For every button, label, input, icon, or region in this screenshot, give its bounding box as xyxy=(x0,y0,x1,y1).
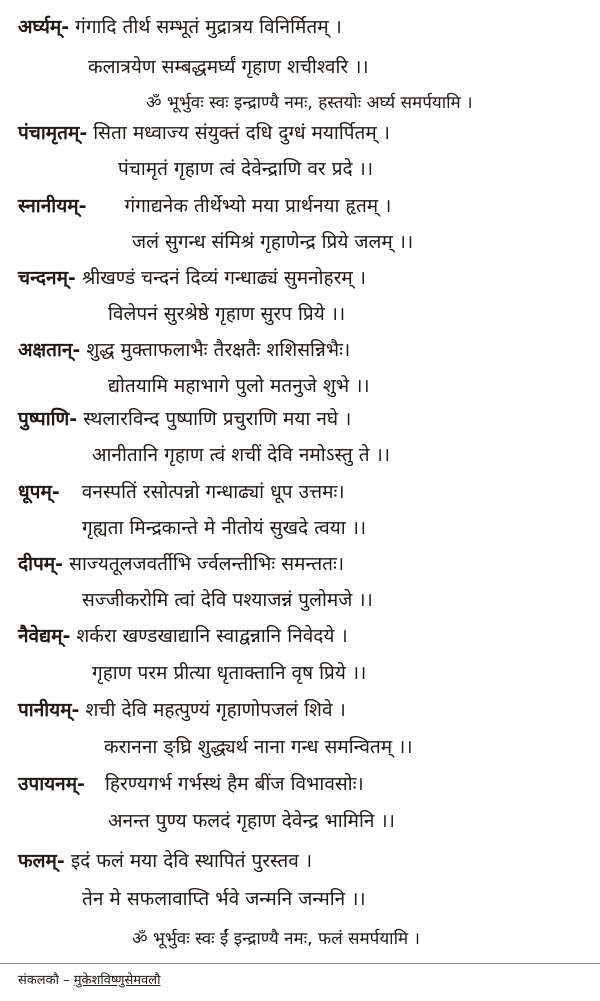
verse-line xyxy=(92,660,366,686)
verse-line xyxy=(18,265,366,291)
footer-divider xyxy=(0,963,600,964)
verse-line xyxy=(88,54,369,80)
verse-text: गृहाण परम प्रीत्या धृताक्तानि वृष प्रिये ।। xyxy=(92,662,367,684)
section-label: फलम्- xyxy=(18,850,65,872)
verse-text: स्थलारविन्द पुष्पाणि प्रचुराणि मया नघे । xyxy=(83,408,352,430)
verse-line xyxy=(132,229,413,255)
verse-line xyxy=(108,808,395,834)
verse-line xyxy=(18,697,346,723)
verse-text: सज्जीकरोमि त्वां देवि पश्याजन्नं पुलोमजे ।। xyxy=(82,589,373,611)
section-label: पुष्पाणि- xyxy=(18,408,78,430)
verse-text: कलात्रयेण सम्बद्धमर्घ्यं गृहाण शचीश्वरि ।। xyxy=(88,56,369,78)
section-label: अक्षतान्- xyxy=(18,339,81,361)
verse-text: द्योतयामि महाभागे पुलो मतनुजे शुभे ।। xyxy=(108,375,370,397)
verse-text: सिता मध्वाज्य संयुक्तं दधि दुग्धं मयार्पितम् । xyxy=(93,122,390,144)
verse-line xyxy=(18,337,350,363)
verse-line xyxy=(18,623,348,649)
verse-line xyxy=(18,771,364,797)
verse-text: अनन्त पुण्य फलदं गृहाण देवेन्द्र भामिनि ।। xyxy=(108,810,395,832)
verse-text: गंगाद्यनेक तीर्थेभ्यो मया प्रार्थनया हृतम् । xyxy=(124,195,392,217)
footer-compilers: मुकेशविष्णुसेमवलौ xyxy=(73,973,161,988)
verse-line xyxy=(18,551,344,577)
verse-text: शुद्ध मुक्ताफलाभैः तैरक्षतैः शशिसन्निभैः। xyxy=(86,339,351,361)
mantra-line xyxy=(132,926,420,952)
verse-line xyxy=(108,373,370,399)
verse-line xyxy=(104,734,413,760)
verse-line xyxy=(18,120,390,146)
verse-line xyxy=(118,156,373,182)
verse-text: जलं सुगन्ध संमिश्रं गृहाणेन्द्र प्रिये जलम् ।। xyxy=(132,231,414,253)
verse-line xyxy=(82,515,366,541)
section-label: उपायनम्- xyxy=(18,773,85,795)
section-label: नैवेद्यम्- xyxy=(18,625,71,647)
verse-text: आनीतानि गृहाण त्वं शचीं देवि नमोऽस्तु ते ।। xyxy=(92,444,391,466)
verse-text: गृह्यता मिन्द्रकान्ते मे नीतोयं सुखदे त्वया ।। xyxy=(82,517,367,539)
verse-text: साज्यतूलजवर्तीभि र्ज्वलन्तीभिः समन्ततः। xyxy=(69,553,345,575)
verse-text: करानना ङ्घ्रि शुद्ध्यर्थ नाना गन्ध समन्वितम् ।। xyxy=(104,736,413,758)
verse-line xyxy=(18,848,312,874)
verse-text: शची देवि महत्पुण्यं गृहाणोपजलं शिवे । xyxy=(85,699,346,721)
verse-line xyxy=(108,301,345,327)
verse-text: पंचामृतं गृहाण त्वं देवेन्द्राणि वर प्रदे ।। xyxy=(118,158,374,180)
section-label: पानीयम्- xyxy=(18,699,80,721)
mantra-text: ॐ भूर्भुवः स्वः इन्द्राण्यै नमः, हस्तयोः अर्घ्य समर्पयामि । xyxy=(146,93,473,113)
verse-text: शर्करा खण्डखाद्यानि स्वाद्वन्नानि निवेदये । xyxy=(76,625,348,647)
verse-text: विलेपनं सुरश्रेष्ठे गृहाण सुरप प्रिये ।। xyxy=(108,303,346,325)
section-label: पंचामृतम्- xyxy=(18,122,88,144)
section-label: अर्घ्यम्- xyxy=(18,16,70,38)
section-label: चन्दनम्- xyxy=(18,267,76,289)
section-label: स्नानीयम्- xyxy=(18,195,87,217)
verse-line xyxy=(92,442,390,468)
verse-text: तेन मे सफलावाप्ति र्भवे जन्मनि जन्मनि ।। xyxy=(82,888,366,910)
verse-line xyxy=(82,587,373,613)
verse-line xyxy=(18,14,342,40)
footer-credit xyxy=(18,972,160,990)
verse-line xyxy=(18,406,351,432)
mantra-text: ॐ भूर्भुवः स्वः ईं इन्द्राण्यै नमः, फलं समर्पयामि । xyxy=(132,929,420,949)
verse-text: वनस्पतिं रसोत्पन्नो गन्धाढ्यां धूप उत्तमः। xyxy=(81,481,345,503)
verse-line xyxy=(82,886,366,912)
verse-text: श्रीखण्डं चन्दनं दिव्यं गन्धाढ्यं सुमनोहरम् । xyxy=(81,267,366,289)
footer-label: संकलकौ – xyxy=(18,973,70,988)
mantra-line xyxy=(146,90,473,116)
verse-line xyxy=(18,193,391,219)
verse-text: इदं फलं मया देवि स्थापितं पुरस्तव । xyxy=(70,850,313,872)
verse-line xyxy=(18,479,345,505)
section-label: दीपम्- xyxy=(18,553,64,575)
verse-text: हिरण्यगर्भ गर्भस्थं हैम बींज विभावसोः। xyxy=(105,773,364,795)
section-label: धूपम्- xyxy=(18,481,60,503)
verse-text: गंगादि तीर्थ सम्भूतं मुद्रात्रय विनिर्मितम् । xyxy=(75,16,342,38)
